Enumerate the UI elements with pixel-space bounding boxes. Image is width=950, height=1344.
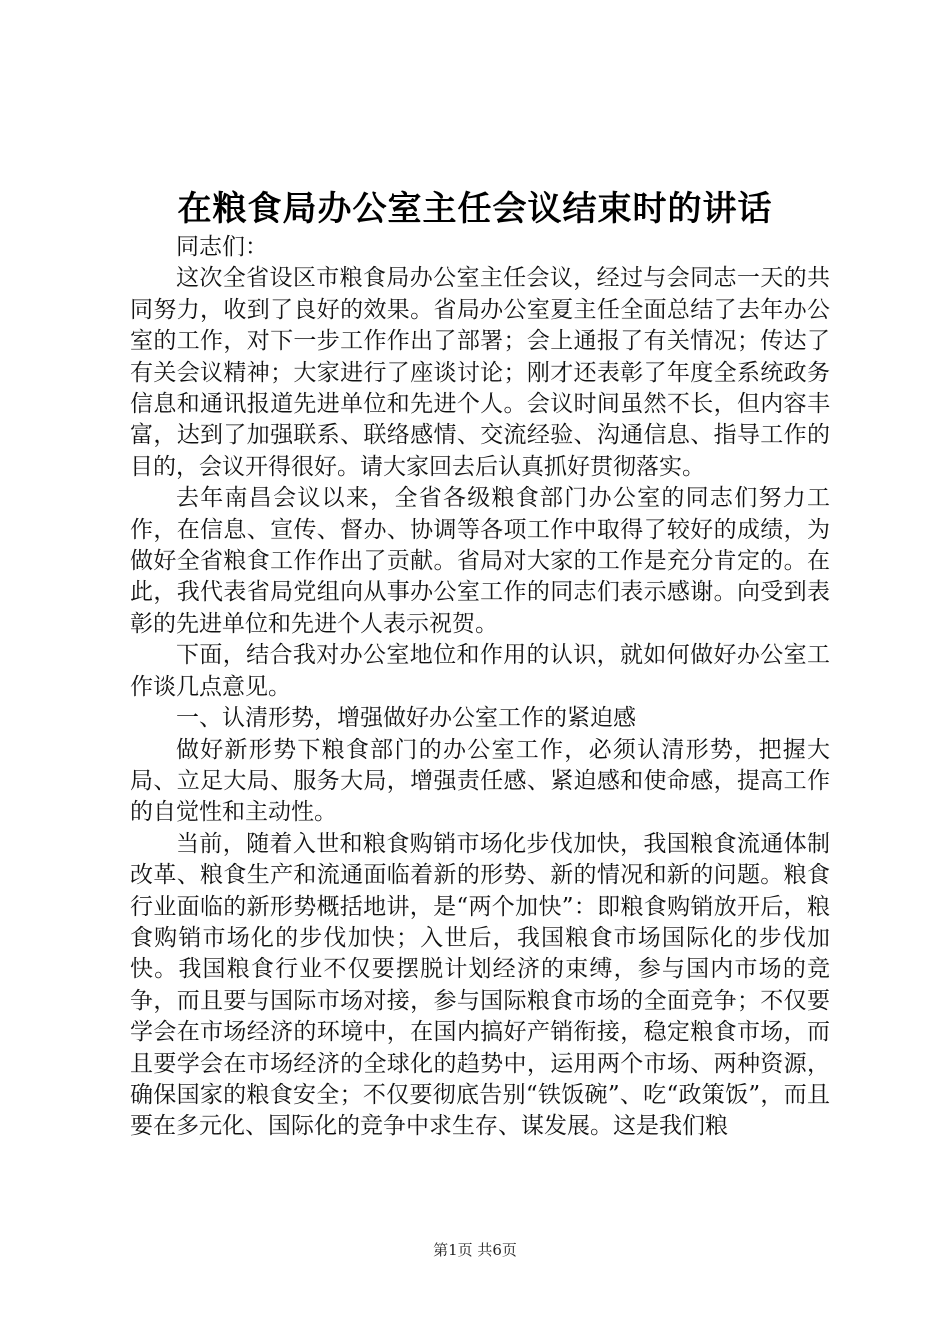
page-footer: 第1页 共6页 [433,1241,517,1259]
salutation-paragraph: 同志们： [176,234,268,260]
document-body [130,232,830,1143]
body-paragraph: 去年南昌会议以来，全省各级粮食部门办公室的同志们努力工作，在信息、宣传、督办、协调等各项工作中取得了较好的成绩，为做好全省粮食工作作出了贡献。省局对大家的工作是充分肯定的。在此，我代表省局党组向从事办公室工作的同志们表示感谢。向受到表彰的先进单位和先进个人表示祝贺。 [130,485,830,637]
body-paragraph: 这次全省设区市粮食局办公室主任会议，经过与会同志一天的共同努力，收到了良好的效果。省局办公室夏主任全面总结了去年办公室的工作，对下一步工作作出了部署；会上通报了有关情况；传达了有关会议精神；大家进行了座谈讨论；刚才还表彰了年度全系统政务信息和通讯报道先进单位和先进个人。会议时间虽然不长，但内容丰富，达到了加强联系、联络感情、交流经验、沟通信息、指导工作的目的，会议开得很好。请大家回去后认真抓好贯彻落实。 [130,265,830,480]
body-paragraph: 当前，随着入世和粮食购销市场化步伐加快，我国粮食流通体制改革、粮食生产和流通面临着新的形势、新的情况和新的问题。粮食行业面临的新形势概括地讲，是“两个加快”：即粮食购销放开后，粮食购销市场化的步伐加快；入世后，我国粮食市场国际化的步伐加快。我国粮食行业不仅要摆脱计划经济的束缚，参与国内市场的竞争，而且要与国际市场对接，参与国际粮食市场的全面竞争；不仅要学会在市场经济的环境中，在国内搞好产销衔接，稳定粮食市场，而且要学会在市场经济的全球化的趋势中，运用两个市场、两种资源，确保国家的粮食安全；不仅要彻底告别“铁饭碗”、吃“政策饭”，而且要在多元化、国际化的竞争中求生存、谋发展。这是我们粮 [130,830,830,1140]
section-heading: 一、认清形势，增强做好办公室工作的紧迫感 [176,705,636,732]
body-paragraph: 做好新形势下粮食部门的办公室工作，必须认清形势，把握大局、立足大局、服务大局，增强责任感、紧迫感和使命感，提高工作的自觉性和主动性。 [130,736,830,826]
document-title: 在粮食局办公室主任会议结束时的讲话 [177,189,773,229]
body-paragraph: 下面，结合我对办公室地位和作用的认识，就如何做好办公室工作谈几点意见。 [130,642,830,700]
